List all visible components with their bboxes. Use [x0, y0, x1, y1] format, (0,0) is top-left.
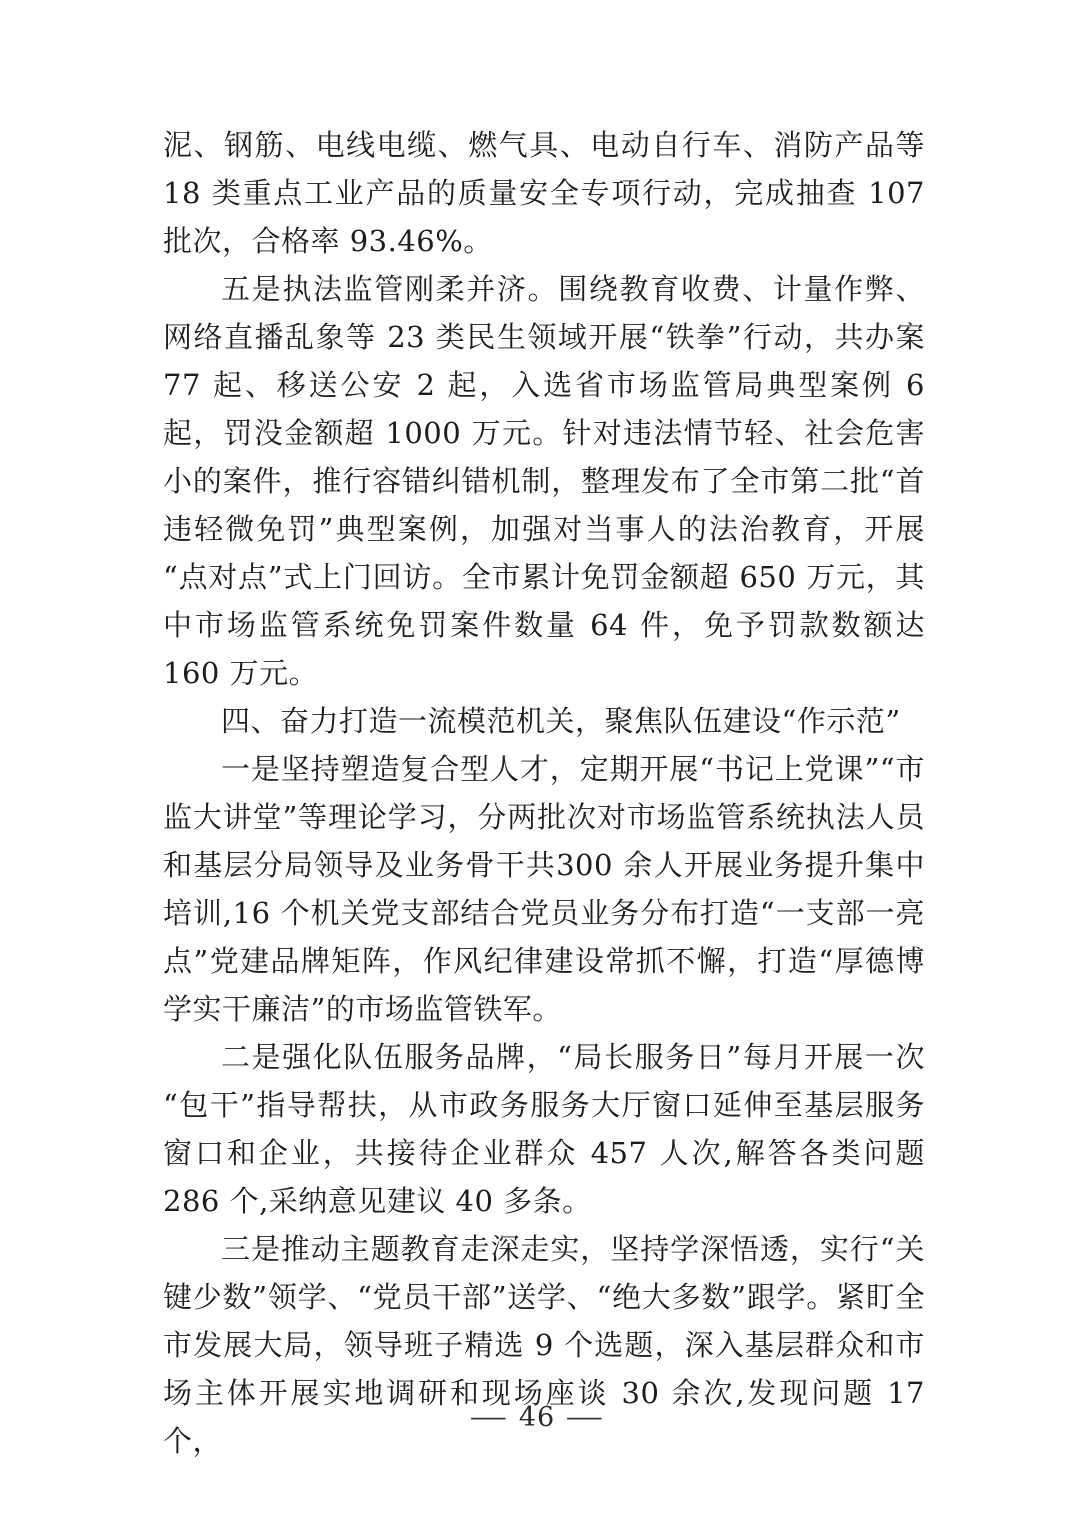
- page-number-left-dash: —: [469, 1402, 509, 1433]
- paragraph-point-one: 一是坚持塑造复合型人才，定期开展“书记上党课”“市监大讲堂”等理论学习，分两批次对市场监管系统执法人员和基层分局领导及业务骨干共300 余人开展业务提升集中培训,16 个机关党支部结合党员业务分布打造“一支部一亮点”党建品牌矩阵，作风纪律建设常抓不懈，打造“厚德博学实干廉洁”的市场监管铁军。: [163, 752, 925, 1026]
- page-number-right-dash: —: [565, 1402, 605, 1433]
- page-number: [0, 1402, 1074, 1433]
- paragraph-point-two: 二是强化队伍服务品牌，“局长服务日”每月开展一次“包干”指导帮扶，从市政务服务大厅窗口延伸至基层服务窗口和企业，共接待企业群众 457 人次,解答各类问题 286 个,采纳意见建议 40 多条。: [163, 1040, 925, 1218]
- document-body: [163, 121, 925, 1465]
- section-heading-four: 四、奋力打造一流模范机关，聚焦队伍建设“作示范”: [221, 704, 901, 738]
- page-number-value: 46: [518, 1402, 556, 1433]
- paragraph-point-five: 五是执法监管刚柔并济。围绕教育收费、计量作弊、网络直播乱象等 23 类民生领域开展“铁拳”行动，共办案 77 起、移送公安 2 起，入选省市场监管局典型案例 6 起，罚没金额超 1000 万元。针对违法情节轻、社会危害小的案件，推行容错纠错机制，整理发布了全市第二批“首违轻微免罚”典型案例，加强对当事人的法治教育，开展“点对点”式上门回访。全市累计免罚金额超 650 万元，其中市场监管系统免罚案件数量 64 件，免予罚款数额达 160 万元。: [163, 272, 925, 690]
- paragraph-continuation: 泥、钢筋、电线电缆、燃气具、电动自行车、消防产品等 18 类重点工业产品的质量安全专项行动，完成抽查 107 批次，合格率 93.46%。: [163, 128, 925, 258]
- paragraph-point-three: 三是推动主题教育走深走实，坚持学深悟透，实行“关键少数”领学、“党员干部”送学、“绝大多数”跟学。紧盯全市发展大局，领导班子精选 9 个选题，深入基层群众和市场主体开展实地调研和现场座谈 30 余次,发现问题 17 个，: [163, 1232, 925, 1458]
